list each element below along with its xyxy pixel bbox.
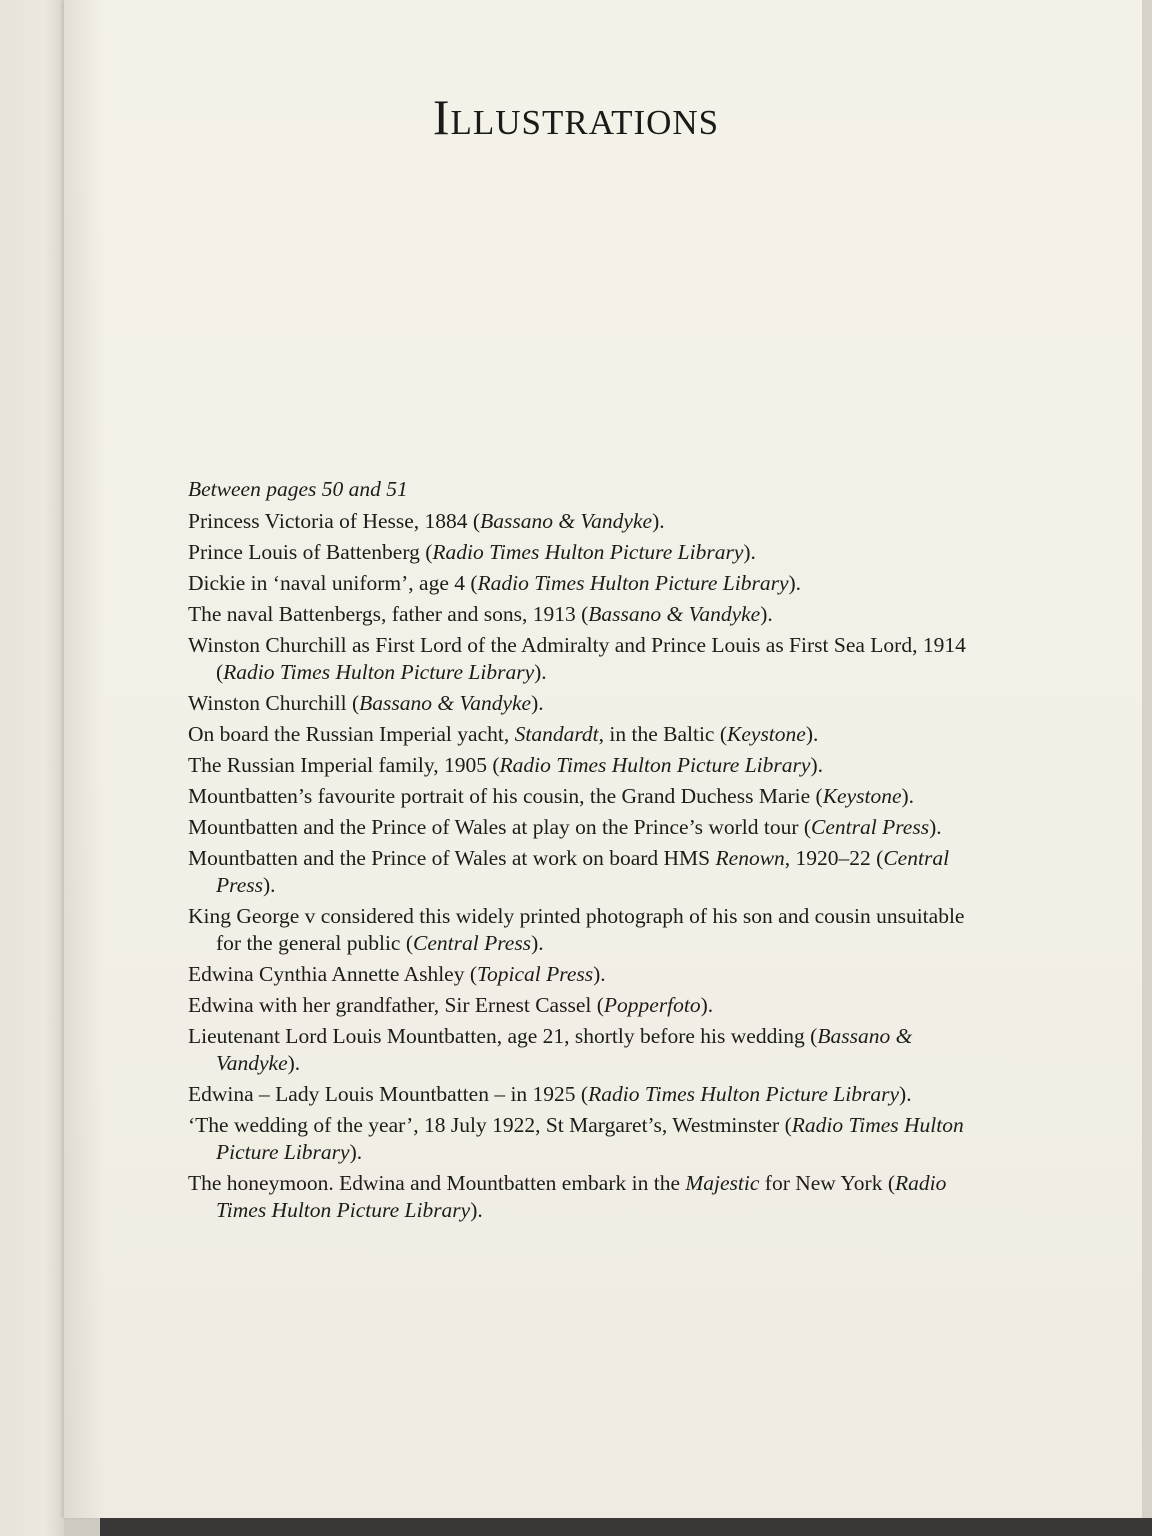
entry-text: Dickie in ‘naval uniform’, age 4 (: [188, 571, 478, 595]
section-heading: Between pages 50 and 51: [188, 477, 408, 501]
book-bottom-edge: [100, 1518, 1152, 1536]
entry-credit: Radio Times Hulton Picture Library: [477, 571, 789, 595]
entry-punctuation: ).: [349, 1140, 363, 1164]
entry-credit: Keystone: [822, 784, 902, 808]
entry-text: Prince Louis of Battenberg (: [188, 540, 433, 564]
entry-text: The Russian Imperial family, 1905 (: [188, 753, 500, 777]
entry-punctuation: ).: [531, 691, 544, 715]
illustrations-list: [188, 475, 978, 1228]
entry-text: Edwina with her grandfather, Sir Ernest Cassel (: [188, 993, 604, 1017]
illustration-entry: [188, 601, 978, 628]
entry-credit: Bassano & Vandyke: [480, 509, 653, 533]
illustration-entry: [188, 721, 978, 748]
entry-credit: Radio Times Hulton Picture Library: [432, 540, 744, 564]
illustration-entry: [188, 961, 978, 988]
facing-page-edge: [0, 0, 64, 1536]
page-right-edge: [1142, 0, 1152, 1536]
illustration-entry: [188, 508, 978, 535]
entry-credit: Bassano & Vandyke: [216, 1024, 913, 1075]
entry-text: Edwina Cynthia Annette Ashley (: [188, 962, 478, 986]
illustration-entry: [188, 632, 978, 686]
entry-italic-title: Renown: [715, 846, 785, 870]
entry-credit: Central Press: [811, 815, 930, 839]
illustration-entry: [188, 1023, 978, 1077]
entry-credit: Radio Times Hulton Picture Library: [499, 753, 811, 777]
entry-text: The naval Battenbergs, father and sons, 1913 (: [188, 602, 589, 626]
entry-text: Mountbatten’s favourite portrait of his cousin, the Grand Duchess Marie (: [188, 784, 823, 808]
entry-credit: Keystone: [727, 722, 806, 746]
entry-text: Edwina – Lady Louis Mountbatten – in 1925 (: [188, 1082, 589, 1106]
entry-text: for New York (: [759, 1171, 895, 1195]
illustration-entry: [188, 539, 978, 566]
entry-punctuation: ).: [534, 660, 547, 684]
entry-punctuation: ).: [901, 784, 915, 808]
entry-punctuation: ).: [929, 815, 942, 839]
gutter-shadow: [64, 0, 104, 1518]
illustration-entry: [188, 845, 978, 899]
entry-credit: Radio Times Hulton Picture Library: [216, 1171, 947, 1222]
entry-credit: Popperfoto: [603, 993, 701, 1017]
entries-container: [188, 508, 978, 1224]
entry-punctuation: ).: [531, 931, 544, 955]
entry-punctuation: ).: [262, 873, 276, 897]
illustration-entry: [188, 814, 978, 841]
entry-punctuation: ).: [810, 753, 823, 777]
entry-credit: Central Press: [216, 846, 950, 897]
entry-punctuation: ).: [287, 1051, 301, 1075]
illustration-entry: [188, 690, 978, 717]
illustration-entry: [188, 1112, 978, 1166]
entry-credit: Radio Times Hulton Picture Library: [223, 660, 535, 684]
entry-text: Winston Churchill (: [188, 691, 360, 715]
entry-punctuation: ).: [652, 509, 665, 533]
entry-text: Winston Churchill as First Lord of the Admiralty and Prince Louis as First Sea Lord, 1914 (: [188, 633, 966, 684]
illustration-entry: [188, 783, 978, 810]
entry-credit: Bassano & Vandyke: [359, 691, 532, 715]
entry-text: The honeymoon. Edwina and Mountbatten embark in the: [188, 1171, 686, 1195]
illustration-entry: [188, 752, 978, 779]
entry-text: King George v considered this widely printed photograph of his son and cousin unsuitable for the general public (: [188, 904, 965, 955]
entry-text: , 1920–22 (: [784, 846, 884, 870]
entry-punctuation: ).: [470, 1198, 483, 1222]
entry-text: ‘The wedding of the year’, 18 July 1922, St Margaret’s, Westminster (: [188, 1113, 792, 1137]
entry-credit: Radio Times Hulton Picture Library: [588, 1082, 900, 1106]
entry-credit: Central Press: [413, 931, 532, 955]
entry-punctuation: ).: [760, 602, 773, 626]
entry-punctuation: ).: [805, 722, 819, 746]
entry-italic-title: Majestic: [685, 1171, 760, 1195]
entry-punctuation: ).: [743, 540, 756, 564]
entry-punctuation: ).: [899, 1082, 912, 1106]
page-title: Illustrations: [432, 89, 720, 145]
entry-punctuation: ).: [788, 571, 802, 595]
entry-italic-title: Standardt: [514, 722, 599, 746]
entry-text: , in the Baltic (: [598, 722, 728, 746]
illustration-entry: [188, 570, 978, 597]
illustration-entry: [188, 903, 978, 957]
entry-punctuation: ).: [700, 993, 714, 1017]
entry-credit: Bassano & Vandyke: [588, 602, 761, 626]
illustration-entry: [188, 992, 978, 1019]
entry-credit: Radio Times Hulton Picture Library: [216, 1113, 964, 1164]
entry-text: Lieutenant Lord Louis Mountbatten, age 21, shortly before his wedding (: [188, 1024, 818, 1048]
entry-text: Mountbatten and the Prince of Wales at work on board HMS: [188, 846, 716, 870]
entry-text: Mountbatten and the Prince of Wales at play on the Prince’s world tour (: [188, 815, 812, 839]
entry-punctuation: ).: [593, 962, 606, 986]
entry-text: On board the Russian Imperial yacht,: [188, 722, 515, 746]
illustration-entry: [188, 1170, 978, 1224]
entry-credit: Topical Press: [477, 962, 594, 986]
entry-text: Princess Victoria of Hesse, 1884 (: [188, 509, 481, 533]
illustration-entry: [188, 1081, 978, 1108]
